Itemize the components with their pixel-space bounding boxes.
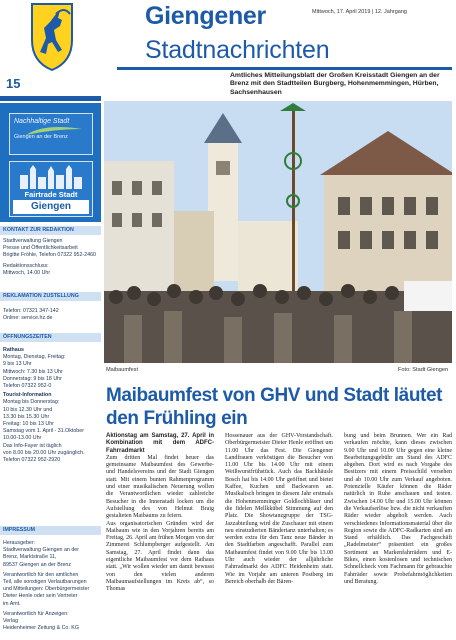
impressum-heading: IMPRESSUM <box>0 526 101 535</box>
rathaus-line: Montag, Dienstag, Freitag: <box>3 354 66 361</box>
complaint-block <box>0 308 101 324</box>
city-logo-area <box>0 0 101 103</box>
impressum-line: Herausgeber: <box>3 540 36 546</box>
photo-caption: Maibaumfest <box>106 367 139 373</box>
impressum-line: Verantwortlich für Anzeigen: <box>3 610 69 617</box>
sidebar <box>0 0 101 640</box>
complaint-online-link[interactable]: Online: service.hz.de <box>3 315 53 322</box>
article-column-2 <box>225 433 333 586</box>
article-column-3 <box>344 433 452 586</box>
impressum-line: Stadtverwaltung Giengen an der <box>3 547 79 554</box>
deadline-value: Mittwoch, 14.00 Uhr <box>3 269 51 276</box>
badge-subtitle: Giengen an der Brenz <box>14 134 68 140</box>
rathaus-title: Rathaus <box>3 347 24 353</box>
badge-title: Nachhaltige Stadt <box>14 118 70 125</box>
coat-of-arms-icon <box>0 0 101 76</box>
impressum-line: Teil, alle sonstigen Verlautbarungen <box>3 579 87 586</box>
fairtrade-label: Fairtrade Stadt <box>24 190 78 199</box>
tourist-line: von 8.00 bis 20.00 Uhr zugänglich. <box>3 449 85 456</box>
rathaus-line: Telefon 07322 952-0 <box>3 383 52 390</box>
rathaus-line: Donnerstag: 9 bis 18 Uhr <box>3 375 62 382</box>
contact-line: Brigitte Fröhle, Telefon 07322 952-2460 <box>3 252 96 259</box>
impressum-line: Heidenheimer Zeitung & Co. KG <box>3 625 79 632</box>
tourist-line: Montag bis Donnerstag: <box>3 399 60 406</box>
article-column-1 <box>106 433 214 594</box>
photo-illustration <box>104 101 452 363</box>
masthead-description: Amtliches Mitteilungsblatt der Großen Kreisstadt Giengen an der Brenz mit den Stadtteilen Burgberg, Hohenmemmingen, Hürben, Sachsenhausen <box>230 72 440 96</box>
impressum-line: Dieter Henle oder sein Vertreter <box>3 593 78 600</box>
tourist-line: Das Info-Fayer ist täglich <box>3 442 62 449</box>
tourist-line: Telefon 07322 952-2920 <box>3 457 61 464</box>
issue-date-line: Mittwoch, 17. April 2019 | 12. Jahrgang <box>312 9 407 15</box>
contact-line: Stadtverwaltung Giengen <box>3 238 63 244</box>
impressum-line: im Amt. <box>3 600 21 607</box>
fairtrade-city: Giengen <box>13 200 89 214</box>
fairtrade-stadt-badge[interactable] <box>9 161 93 217</box>
article-text: bung und beim Brunnen. Wer ein Rad verkaufen möchte, kann dieses zwischen 9.00 Uhr und 10.00 Uhr gegen eine kleine Bearbeitungsgebühr am Stand des ADFC abgeben. Dort wird es nach Vorgabe des Besitzers mit einem Preisschild versehen und ab 10.00 Uhr zum Verkauf angeboten. Potenzielle Käufer können die Räder natürlich in Ruhe anschauen und testen. Zwischen 14.00 Uhr und 15.00 Uhr können die Verkaufserlöse bzw. die nicht verkauften Räder wieder abgeholt werden. Auch verschiedenes Informationsmaterial über die Region sowie die ADFC-Radkarten sind am Stand erhältlich. Das Fachgeschäft „Radelmeister“ präsentiert ein großes Sortiment an Markenfahrrädern und E-Bikes, einen kostenlosen und technischen Schnellcheck vom Fachmann für gebrauchte Fahrräder sowie Probefahrmöglichkeiten und Beratung. <box>344 433 452 585</box>
article-lead: Aktionstag am Samstag, 27. April in Kombination mit dem ADFC-Fahrradmarkt <box>106 433 214 454</box>
article-body <box>106 433 452 638</box>
impressum-block <box>0 540 101 634</box>
contact-block <box>0 238 101 279</box>
contact-line: Presse und Öffentlichkeitsarbeit <box>3 245 78 252</box>
header-divider <box>117 67 452 70</box>
issue-number: 15 <box>6 76 21 91</box>
article-text: Hossenauer aus der GHV-Vorstandschaft. Oberbürgermeister Dieter Henle eröffnet um 11.00 Uhr das Fest. Die Giengener Landfrauen verköstigen die Besucher von 11.00 Uhr bis 14.00 Uhr mit einem Weißwurstfrühstück. Auch das Backhäusle Bosch hat bis 14.00 Uhr geöffnet und bietet Kaffee, Kuchen und Backwaren an. Musikalisch bringen in diesem Jahr erstmals die Hohenmemminger Goldlochbläser und die fidelen Mellkkübel Stimmung auf den Platz. Die Showtanzgruppe der TSG-Jazzabteilung wird die Zuschauer mit einem neu einstudierten Bändertanz unterhalten; es werden extra für den Tanz neue Bänder in den Stadtfarben angeschafft. Parallel zum Maibaumfest findet von 9.00 Uhr bis 13.00 Uhr auch wieder der alljährliche Fahrradmarkt des ADFC Heidenheim statt. Wie im Vorjahr am unteren Postberg im Bereich oberhalb der Bären- <box>225 433 333 585</box>
tourist-line: 10.00-13.00 Uhr <box>3 435 42 442</box>
impressum-line: 89537 Giengen an der Brenz <box>3 561 72 568</box>
deadline-label: Redaktionsschluss: <box>3 262 49 269</box>
impressum-line: Verlag <box>3 618 19 625</box>
impressum-line: Verantwortlich für den amtlichen <box>3 571 79 578</box>
tourist-line: 10 bis 12.30 Uhr und <box>3 406 53 413</box>
masthead-title: Giengener <box>145 2 266 30</box>
nachhaltige-stadt-badge[interactable] <box>9 113 93 155</box>
tourist-line: Samstag vom 1. April - 31.Oktober <box>3 428 84 435</box>
impressum-line: und Mitteilungen: Oberbürgermeister <box>3 586 90 593</box>
article-text: Zum dritten Mal findet heuer das gemeinsame Maibaumfest des Gewerbe- und Handelsvereins und der Stadt Giengen statt. Mit einem bunten Rahmenprogramm und einer musikalischen Neuerung wollen die Verantwortlichen wieder zahlreiche Besucher in die Innenstadt locken um die Aufstellung des von Helmut Braig gestalteten Maibaums zu feiern. Aus organisatorischen Gründen wird der Maibaum wie in den Vorjahren bereits am Freitag, 26. April am frühen Morgen von der Zimmerei Schlumpberger aufgestellt. Am Samstag, 27. April findet dann das eigentliche Maibaumfest vor dem Rathaus statt. „Wir wollen wieder um damit bewusst von den vielen anderen Maibaumaufstellungen im Kreis ab“, so Thomas <box>106 454 214 593</box>
badge-panel <box>0 103 101 222</box>
rathaus-line: 9 bis 13 Uhr <box>3 361 32 368</box>
complaint-phone: Telefon: 07321 347-142 <box>3 308 59 314</box>
photo-credit: Foto: Stadt Giengen <box>398 367 449 373</box>
complaint-heading: REKLAMATION ZUSTELLUNG <box>0 292 101 301</box>
hours-block <box>0 347 101 466</box>
divider <box>0 96 101 101</box>
article-headline: Maibaumfest von GHV und Stadt läutet den Frühling ein <box>106 385 443 429</box>
hours-heading: ÖFFNUNGSZEITEN <box>0 333 101 342</box>
tourist-title: Tourist-Information <box>3 392 52 399</box>
maibaumfest-photo <box>104 101 452 363</box>
contact-heading: KONTAKT ZUR REDAKTION <box>0 226 101 235</box>
skyline-icon <box>18 165 84 189</box>
rathaus-line: Mittwoch: 7.30 bis 13 Uhr <box>3 368 63 375</box>
masthead-subtitle: Stadtnachrichten <box>145 36 330 64</box>
impressum-line: Brenz, Marktstraße 11, <box>3 554 57 561</box>
tourist-line: Freitag: 10 bis 13 Uhr <box>3 421 54 428</box>
tourist-line: 13.30 bis 15.30 Uhr <box>3 413 50 420</box>
